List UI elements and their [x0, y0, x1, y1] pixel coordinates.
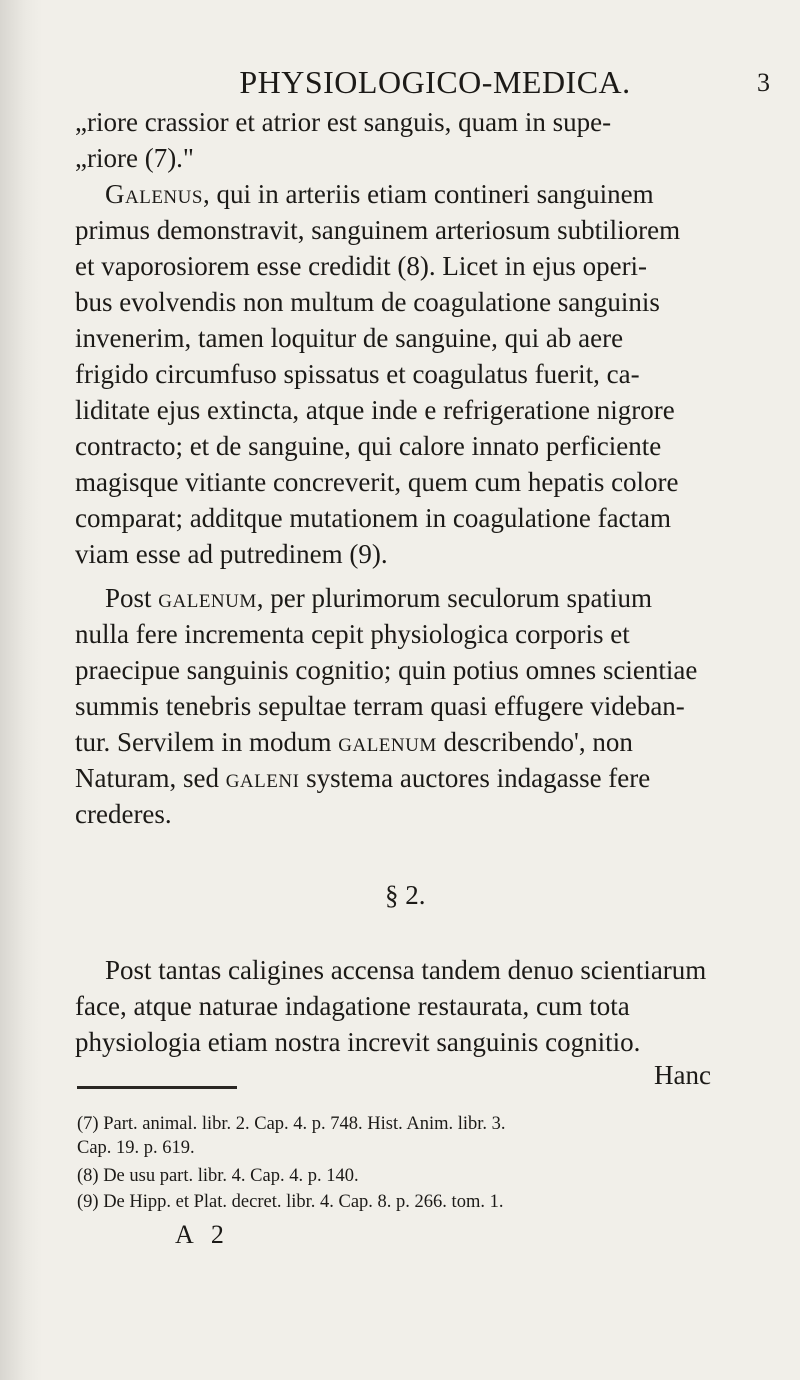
- footnote: (7) Part. animal. libr. 2. Cap. 4. p. 748. Hist. Anim. libr. 3.: [77, 1114, 506, 1134]
- footnote: (9) De Hipp. et Plat. decret. libr. 4. Cap. 8. p. 266. tom. 1.: [77, 1192, 504, 1212]
- text-line: [105, 580, 745, 616]
- text-line: „riore crassior et atrior est sanguis, quam in supe-: [75, 107, 612, 137]
- text-line: frigido circumfuso spissatus et coagulatus fuerit, ca-: [75, 359, 640, 389]
- text-line: viam esse ad putredinem (9).: [75, 539, 388, 569]
- author-name-galenus: Galenus: [105, 179, 203, 209]
- text-line: face, atque naturae indagatione restaurata, cum tota: [75, 991, 630, 1021]
- text-span: systema auctores indagasse fere: [306, 763, 651, 793]
- text-line: crederes.: [75, 799, 172, 829]
- author-name-galeni: galeni: [225, 763, 300, 793]
- text-line: nulla fere incrementa cepit physiologica corporis et: [75, 619, 630, 649]
- text-line: „riore (7).": [75, 143, 194, 173]
- text-line: summis tenebris sepultae terram quasi effugere videban-: [75, 691, 685, 721]
- text-line: primus demonstravit, sanguinem arteriosum subtiliorem: [75, 215, 681, 245]
- text-line: invenerim, tamen loquitur de sanguine, qui ab aere: [75, 323, 624, 353]
- text-span: describendo', non: [443, 727, 633, 757]
- text-line: [105, 176, 745, 212]
- footnote: (8) De usu part. libr. 4. Cap. 4. p. 140.: [77, 1166, 359, 1186]
- author-name-galenum: galenum: [158, 583, 257, 613]
- footnote-rule: [77, 1086, 237, 1089]
- text-line: [75, 724, 715, 760]
- text-line: liditate ejus extincta, atque inde e refrigeratione nigrore: [75, 395, 675, 425]
- running-head: PHYSIOLOGICO-MEDICA.: [239, 64, 631, 100]
- text-span: Naturam, sed: [75, 763, 219, 793]
- text-span: Post: [105, 583, 152, 613]
- text-line: Post tantas caligines accensa tandem denuo scientiarum: [105, 955, 707, 985]
- text-span: , qui in arteriis etiam contineri sanguinem: [202, 179, 654, 209]
- text-line: praecipue sanguinis cognitio; quin potius omnes scientiae: [75, 655, 698, 685]
- text-line: contracto; et de sanguine, qui calore innato perficiente: [75, 431, 662, 461]
- text-line: physiologia etiam nostra increvit sanguinis cognitio.: [75, 1027, 641, 1057]
- text-line: magisque vitiante concreverit, quem cum hepatis colore: [75, 467, 679, 497]
- text-line: bus evolvendis non multum de coagulatione sanguinis: [75, 287, 660, 317]
- text-line: [75, 760, 715, 796]
- section-heading: § 2.: [385, 880, 426, 910]
- text-line: et vaporosiorem esse credidit (8). Licet in ejus operi-: [75, 251, 648, 281]
- page-number: 3: [757, 68, 770, 97]
- text-span: tur. Servilem in modum: [75, 727, 332, 757]
- page-gutter-shadow: [0, 0, 42, 1380]
- author-name-galenum: galenum: [338, 727, 437, 757]
- footnote: Cap. 19. p. 619.: [77, 1138, 195, 1158]
- signature-mark: A 2: [175, 1220, 230, 1249]
- catchword: Hanc: [654, 1060, 711, 1090]
- text-span: , per plurimorum seculorum spatium: [256, 583, 652, 613]
- text-line: comparat; additque mutationem in coagulatione factam: [75, 503, 672, 533]
